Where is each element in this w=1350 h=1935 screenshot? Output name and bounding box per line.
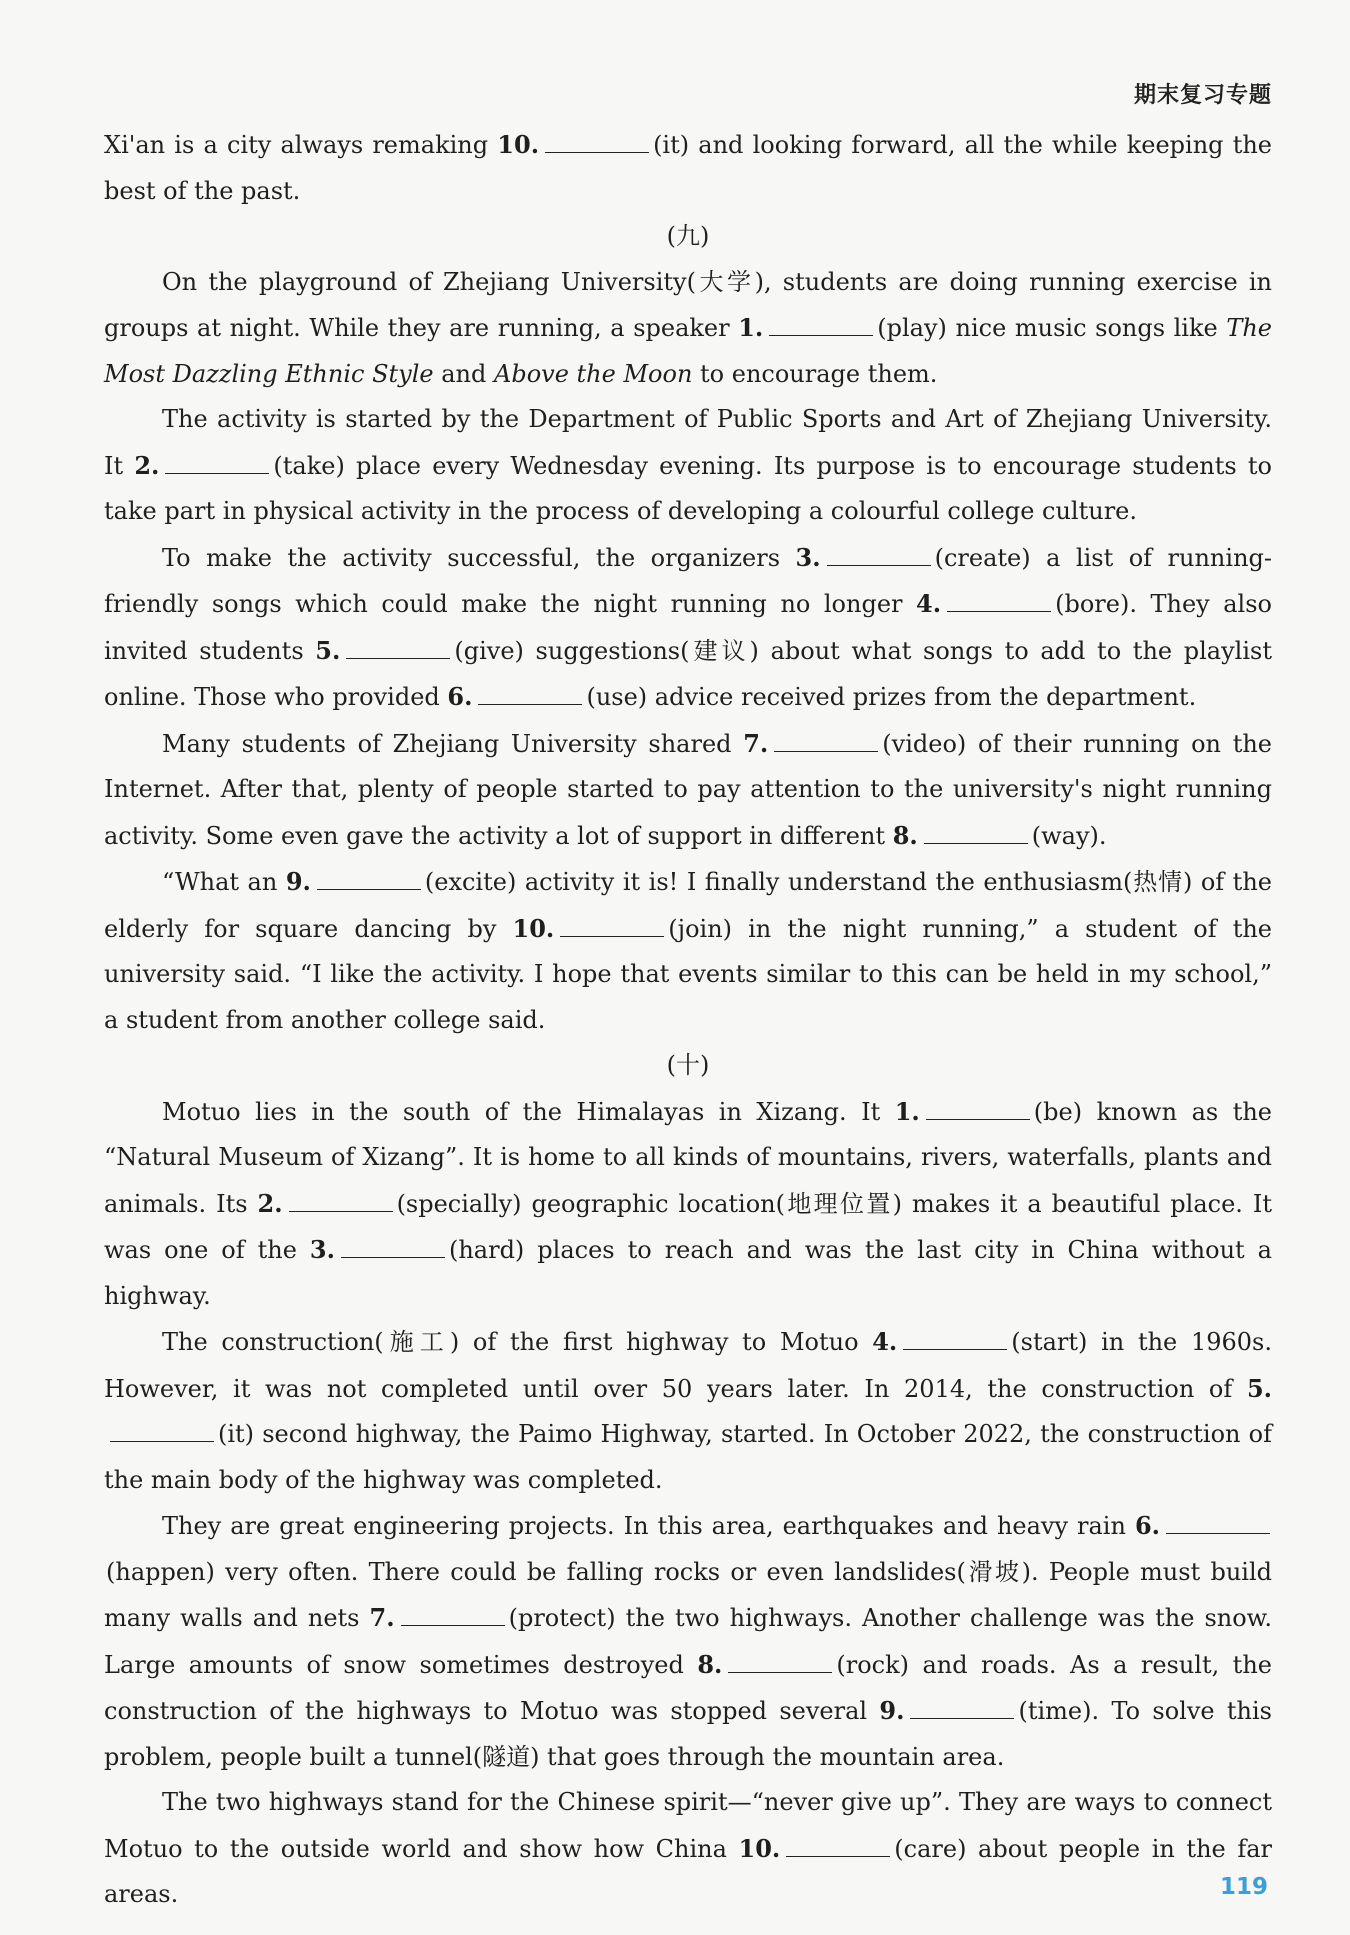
song-title: Above the Moon bbox=[494, 359, 693, 388]
answer-blank[interactable] bbox=[341, 1235, 445, 1258]
word-hint: (be) bbox=[1033, 1097, 1083, 1126]
answer-blank[interactable] bbox=[728, 1650, 832, 1673]
text: places to reach and was the last city in China without a highway. bbox=[104, 1236, 1272, 1310]
text: On the playground of Zhejiang University(大学), students are doing running exercise in groups at night. While they are running, a speaker bbox=[104, 267, 1272, 342]
word-hint: (hard) bbox=[448, 1236, 525, 1264]
item-number: 8. bbox=[892, 820, 918, 850]
text: of their running on the Internet. After that, plenty of people started to pay attention to the university's night running activity. Some even gave the activity a lot of support in different bbox=[104, 729, 1273, 850]
text: suggestions(建议) about what songs to add to the playlist online. Those who provided bbox=[104, 636, 1272, 711]
paragraph bbox=[104, 397, 1272, 535]
text: in the night running,” a student of the university said. “I like the activity. I hope that events similar to this can be held in my school,” a student from another college said. bbox=[104, 914, 1272, 1034]
item-number: 7. bbox=[743, 728, 769, 758]
word-hint: (protect) bbox=[508, 1604, 616, 1632]
answer-blank[interactable] bbox=[289, 1189, 393, 1212]
answer-blank[interactable] bbox=[110, 1419, 214, 1442]
answer-blank[interactable] bbox=[478, 682, 582, 705]
item-number: 6. bbox=[447, 682, 473, 711]
text: The activity is started by the Department of Public Sports and Art of Zhejiang University. It bbox=[104, 405, 1272, 480]
item-number: 9. bbox=[285, 867, 311, 896]
word-hint: (give) bbox=[454, 636, 524, 665]
word-hint: (join) bbox=[668, 914, 733, 943]
text: nice music songs like bbox=[946, 314, 1227, 342]
text: about people in the far areas. bbox=[104, 1834, 1272, 1908]
text: advice received prizes from the department. bbox=[647, 683, 1197, 711]
answer-blank[interactable] bbox=[827, 543, 931, 566]
word-hint: (use) bbox=[586, 683, 648, 711]
answer-blank[interactable] bbox=[903, 1327, 1007, 1350]
text: To make the activity successful, the organizers bbox=[162, 543, 796, 572]
word-hint: (video) bbox=[882, 729, 967, 758]
answer-blank[interactable] bbox=[774, 729, 878, 752]
word-hint: (start) bbox=[1011, 1328, 1088, 1356]
answer-blank[interactable] bbox=[947, 589, 1051, 612]
paragraph bbox=[104, 1319, 1272, 1503]
word-hint: (take) bbox=[273, 451, 345, 480]
item-number: 1. bbox=[738, 313, 764, 342]
word-hint: (it) bbox=[653, 131, 690, 159]
text: known as the “Natural Museum of Xizang”. It is home to all kinds of mountains, rivers, waterfalls, plants and animals. Its bbox=[104, 1097, 1273, 1218]
item-number: 1. bbox=[894, 1096, 920, 1126]
word-hint: (happen) bbox=[106, 1557, 215, 1586]
section-title-10: (十) bbox=[666, 1051, 710, 1079]
text: second highway, the Paimo Highway, started. In October 2022, the construction of the main body of the highway was completed. bbox=[104, 1420, 1272, 1494]
item-number: 2. bbox=[257, 1188, 283, 1218]
text: . To solve this problem, people built a tunnel(隧道) that goes through the mountain area. bbox=[104, 1697, 1272, 1771]
answer-blank[interactable] bbox=[769, 313, 873, 336]
item-number: 5. bbox=[315, 635, 341, 665]
answer-blank[interactable] bbox=[926, 1097, 1030, 1120]
song-title: The Most Dazzling Ethnic Style bbox=[104, 314, 1272, 388]
text: activity it is! I finally understand the enthusiasm(热情) of the elderly for square dancing by bbox=[104, 868, 1272, 943]
answer-blank[interactable] bbox=[165, 451, 269, 474]
page-content bbox=[104, 122, 1272, 1918]
page-number: 119 bbox=[1219, 1874, 1268, 1900]
item-number: 8. bbox=[697, 1649, 723, 1679]
answer-blank[interactable] bbox=[786, 1834, 890, 1857]
text: a list of running-friendly songs which could make the night running no longer bbox=[104, 543, 1272, 618]
text: . They also invited students bbox=[104, 590, 1272, 665]
item-number: 4. bbox=[872, 1327, 898, 1356]
text: and bbox=[433, 359, 494, 388]
text: very often. There could be falling rocks or even landslides(滑坡). People must build many walls and nets bbox=[104, 1557, 1272, 1632]
text: “What an bbox=[162, 868, 286, 896]
word-hint: (excite) bbox=[424, 868, 517, 896]
word-hint: (specially) bbox=[396, 1189, 522, 1218]
text: Many students of Zhejiang University shared bbox=[162, 729, 744, 758]
text: place every Wednesday evening. Its purpose is to encourage students to take part in physical activity in the process of developing a colourful college culture. bbox=[104, 451, 1272, 525]
answer-blank[interactable] bbox=[560, 914, 664, 937]
word-hint: (rock) bbox=[836, 1650, 910, 1679]
word-hint: (way) bbox=[1031, 821, 1099, 850]
word-hint: (care) bbox=[894, 1834, 967, 1863]
text: to encourage them. bbox=[692, 359, 938, 388]
answer-blank[interactable] bbox=[401, 1603, 505, 1626]
item-number: 3. bbox=[309, 1235, 335, 1264]
text: The construction(施工) of the first highway to Motuo bbox=[162, 1328, 873, 1356]
item-number: 7. bbox=[369, 1603, 395, 1632]
word-hint: (time) bbox=[1018, 1697, 1092, 1725]
word-hint: (play) bbox=[877, 314, 947, 342]
word-hint: (it) bbox=[218, 1420, 255, 1448]
answer-blank[interactable] bbox=[924, 821, 1028, 844]
item-number: 2. bbox=[134, 450, 160, 480]
item-number: 10. bbox=[738, 1833, 781, 1863]
item-number: 9. bbox=[879, 1696, 905, 1725]
section-title-9: (九) bbox=[666, 222, 710, 250]
text: geographic location(地理位置) makes it a beautiful place. It was one of the bbox=[104, 1189, 1272, 1264]
answer-blank[interactable] bbox=[910, 1696, 1014, 1719]
item-number: 6. bbox=[1134, 1511, 1160, 1540]
text: They are great engineering projects. In this area, earthquakes and heavy rain bbox=[162, 1512, 1135, 1540]
text: Xi'an is a city always remaking bbox=[104, 131, 498, 159]
item-number: 10. bbox=[497, 130, 540, 159]
answer-blank[interactable] bbox=[346, 636, 450, 659]
item-number: 3. bbox=[795, 542, 821, 572]
item-number: 4. bbox=[916, 589, 942, 618]
answer-blank[interactable] bbox=[545, 130, 649, 153]
text: and roads. As a result, the construction of the highways to Motuo was stopped several bbox=[104, 1650, 1272, 1725]
text: in the 1960s. However, it was not completed until over 50 years later. In 2014, the construction of bbox=[104, 1328, 1272, 1403]
paragraph bbox=[104, 260, 1272, 398]
item-number: 10. bbox=[512, 913, 555, 943]
paragraph bbox=[104, 1503, 1272, 1780]
answer-blank[interactable] bbox=[1166, 1511, 1270, 1534]
word-hint: (bore) bbox=[1055, 590, 1130, 618]
paragraph bbox=[104, 721, 1272, 860]
text: Motuo lies in the south of the Himalayas in Xizang. It bbox=[162, 1097, 895, 1126]
paragraph bbox=[104, 535, 1272, 721]
paragraph bbox=[104, 1780, 1272, 1918]
text: . bbox=[1098, 821, 1107, 850]
answer-blank[interactable] bbox=[317, 867, 421, 890]
text: and looking forward, all the while keeping the best of the past. bbox=[104, 131, 1273, 205]
word-hint: (create) bbox=[934, 543, 1031, 572]
item-number: 5. bbox=[1246, 1373, 1272, 1403]
text: the two highways. Another challenge was the snow. Large amounts of snow sometimes destroyed bbox=[104, 1604, 1272, 1679]
page-header-title: 期末复习专题 bbox=[1133, 83, 1272, 108]
paragraph-prev-10 bbox=[104, 122, 1272, 214]
text: The two highways stand for the Chinese spirit—“never give up”. They are ways to connect Motuo to the outside world and show how China bbox=[104, 1788, 1272, 1863]
paragraph bbox=[104, 1089, 1272, 1320]
paragraph bbox=[104, 859, 1272, 1043]
